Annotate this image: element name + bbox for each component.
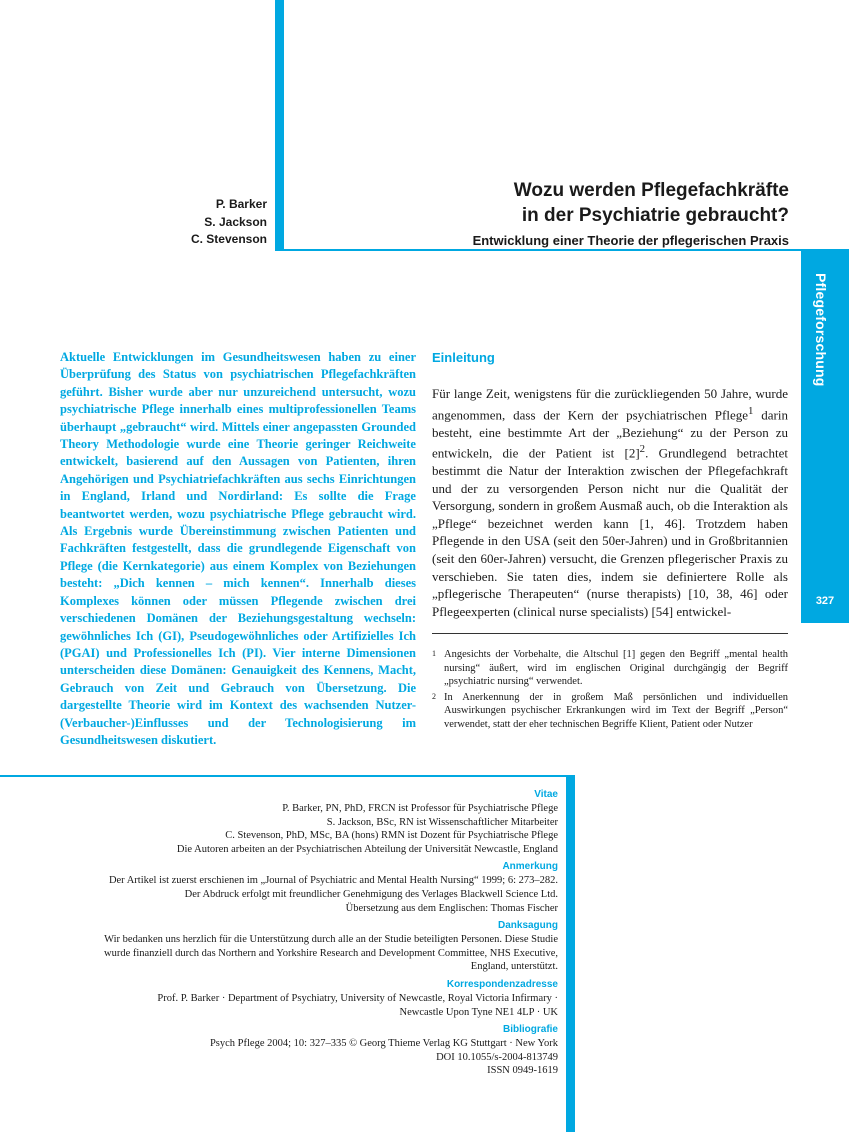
meta-line: C. Stevenson, PhD, MSc, BA (hons) RMN ist Dozent für Psychiatrische Pflege	[225, 830, 558, 842]
author-list	[191, 196, 267, 249]
meta-heading-korrespondenz: Korrespondenzadresse	[446, 978, 558, 990]
meta-line: ISSN 0949-1619	[487, 1065, 558, 1077]
footnote-text: In Anerkennung der in großem Maß persönlichen und individuellen Auswirkungen psychischer Erkrankungen wird im Text der Begriff „Person“ verwendet, statt der eher technischen Begriffe Klient, Patient oder Nutzer	[444, 691, 788, 730]
article-title-line: Wozu werden Pflegefachkräfte	[513, 180, 789, 201]
section-heading: Einleitung	[432, 350, 495, 365]
article-title-block	[309, 178, 789, 250]
footnote-divider	[432, 633, 788, 634]
body-text: darin besteht, eine bestimmte Art der „Beziehung“ zu der Person zu entwickeln, die der Patient ist [2]	[432, 406, 788, 461]
article-title-line: in der Psychiatrie gebraucht?	[521, 205, 789, 226]
footnotes	[432, 648, 788, 734]
meta-heading-anmerkung: Anmerkung	[502, 861, 558, 873]
top-vertical-accent-bar	[275, 0, 284, 251]
bottom-vertical-accent-bar	[566, 775, 575, 1132]
abstract: Aktuelle Entwicklungen im Gesundheitswesen haben zu einer Überprüfung des Status von psychiatrischen Pflegefachkräften geführt. Bisher wurde aber nur unzureichend untersucht, wozu psychiatrische Pflege innerhalb eines multiprofessionellen Teams überhaupt „gebraucht“ wird. Mittels einer angepassten Grounded Theory Methodologie wurde eine Theorie geringer Reichweite entwickelt, basierend auf den Aussagen von Patienten, ihren Angehörigen und Psychiatriefachkräften aus sechs Einrichtungen in England, Irland und Nordirland: Es sollte die Frage beantwortet werden, wozu psychiatrische Pflege gebraucht wird. Als Ergebnis wurde Übereinstimmung zwischen Patienten und Fachkräften festgestellt, dass die grundlegende Eigenschaft von Pflege (die Kernkategorie) aus einem Komplex von Beziehungen besteht: „Dich kennen – mich kennen“. Innerhalb dieses Komplexes können oder müssen Pflegende zwischen drei verschiedenen Domänen der Beziehungsgestaltung wechseln: gewöhnliches Ich (GI), Pseudogewöhnliches oder Artifizielles Ich (PGAI) und Professionelles Ich (PI). Vier interne Dimensionen unterscheiden diese Domänen: Genauigkeit des Kennens, Macht, Gebrauch von Zeit und Gebrauch von Übersetzung. Die dargestellte Theorie wird im Kontext des wachsenden Nutzer-(Verbaucher-)Einflusses und der Technologisierung im Gesundheitswesen diskutiert.	[60, 350, 416, 747]
meta-heading-danksagung: Danksagung	[497, 920, 558, 932]
footnote	[432, 691, 788, 732]
meta-line: Newcastle Upon Tyne NE1 4LP · UK	[399, 1006, 558, 1018]
meta-line: S. Jackson, BSc, RN ist Wissenschaftlicher Mitarbeiter	[326, 816, 558, 828]
page-number: 327	[815, 595, 835, 607]
author-name: P. Barker	[215, 197, 267, 211]
meta-line: England, unterstützt.	[470, 961, 558, 973]
author-name: S. Jackson	[204, 214, 267, 229]
body-paragraph	[432, 385, 788, 620]
footnote-text: Angesichts der Vorbehalte, die Altschul [1] gegen den Begriff „mental health nursing“ äußert, wird im englischen Original durchgängig der Begriff „psychiatric nursing“ verwendet.	[444, 649, 788, 688]
meta-heading-bibliografie: Bibliografie	[502, 1024, 558, 1036]
footnote-number: 2	[432, 691, 436, 701]
footnote	[432, 648, 788, 689]
meta-line: Der Abdruck erfolgt mit freundlicher Genehmigung des Verlages Blackwell Science Ltd.	[184, 888, 558, 900]
meta-line: Übersetzung aus dem Englischen: Thomas Fischer	[345, 902, 558, 914]
footnote-ref[interactable]: 1	[748, 404, 754, 417]
author-name: C. Stevenson	[190, 232, 267, 246]
article-subtitle: Entwicklung einer Theorie der pflegerischen Praxis	[472, 233, 789, 248]
footnote-ref[interactable]: 2	[639, 443, 646, 456]
section-tab	[801, 251, 849, 623]
body-text: . Grundlegend betrachtet bestimmt die Natur der Interaktion zwischen der Pflegefachkraft und der zu versorgenden Person nicht nur die Qualität der Versorgung, sondern in großem Ausmaß auch, ob die Interaktion als „Pflege“ bezeichnet werden kann [1, 46]. Trotzdem haben Pflegende in den USA (seit den 50er-Jahren) und in Großbritannien (seit den 60er-Jahren) versucht, die Grenzen pflegerischer Praxis zu verschieben. Sie taten dies, indem sie definiertere Rolle als „pflegerische Therapeuten“ (nurse therapists) [10, 38, 46] oder Pflegeexperten (clinical nurse specialists) [54] entwickel-	[432, 445, 788, 619]
meta-line: P. Barker, PN, PhD, FRCN ist Professor für Psychiatrische Pflege	[282, 803, 558, 814]
meta-line: Die Autoren arbeiten an der Psychiatrischen Abteilung der Universität Newcastle, England	[176, 843, 558, 855]
doi-link[interactable]: DOI 10.1055/s-2004-813749	[436, 1051, 558, 1063]
meta-line: Wir bedanken uns herzlich für die Unterstützung durch alle an der Studie beteiligten Personen. Diese Studie	[104, 934, 558, 946]
meta-line: wurde finanziell durch das Northern and Yorkshire Research and Development Committee, NHS Executive,	[103, 947, 558, 959]
meta-line: Psych Pflege 2004; 10: 327–335 © Georg Thieme Verlag KG Stuttgart · New York	[209, 1038, 558, 1050]
meta-line: Prof. P. Barker · Department of Psychiatry, University of Newcastle, Royal Victoria Infirmary ·	[157, 992, 558, 1004]
meta-line: Der Artikel ist zuerst erschienen im „Journal of Psychiatric and Mental Health Nursing“ 1999; 6: 273–282.	[108, 875, 558, 887]
footnote-number: 1	[432, 649, 436, 658]
introduction-section	[432, 349, 788, 620]
body-text: Für lange Zeit, wenigstens für die zurückliegenden 50 Jahre, wurde angenommen, dass der Kern der psychiatrischen Pflege	[432, 386, 788, 422]
meta-heading-vitae: Vitae	[534, 789, 558, 800]
meta-accent-rule	[0, 775, 566, 777]
article-meta	[38, 784, 558, 1078]
section-label: Pflegeforschung	[813, 273, 829, 387]
